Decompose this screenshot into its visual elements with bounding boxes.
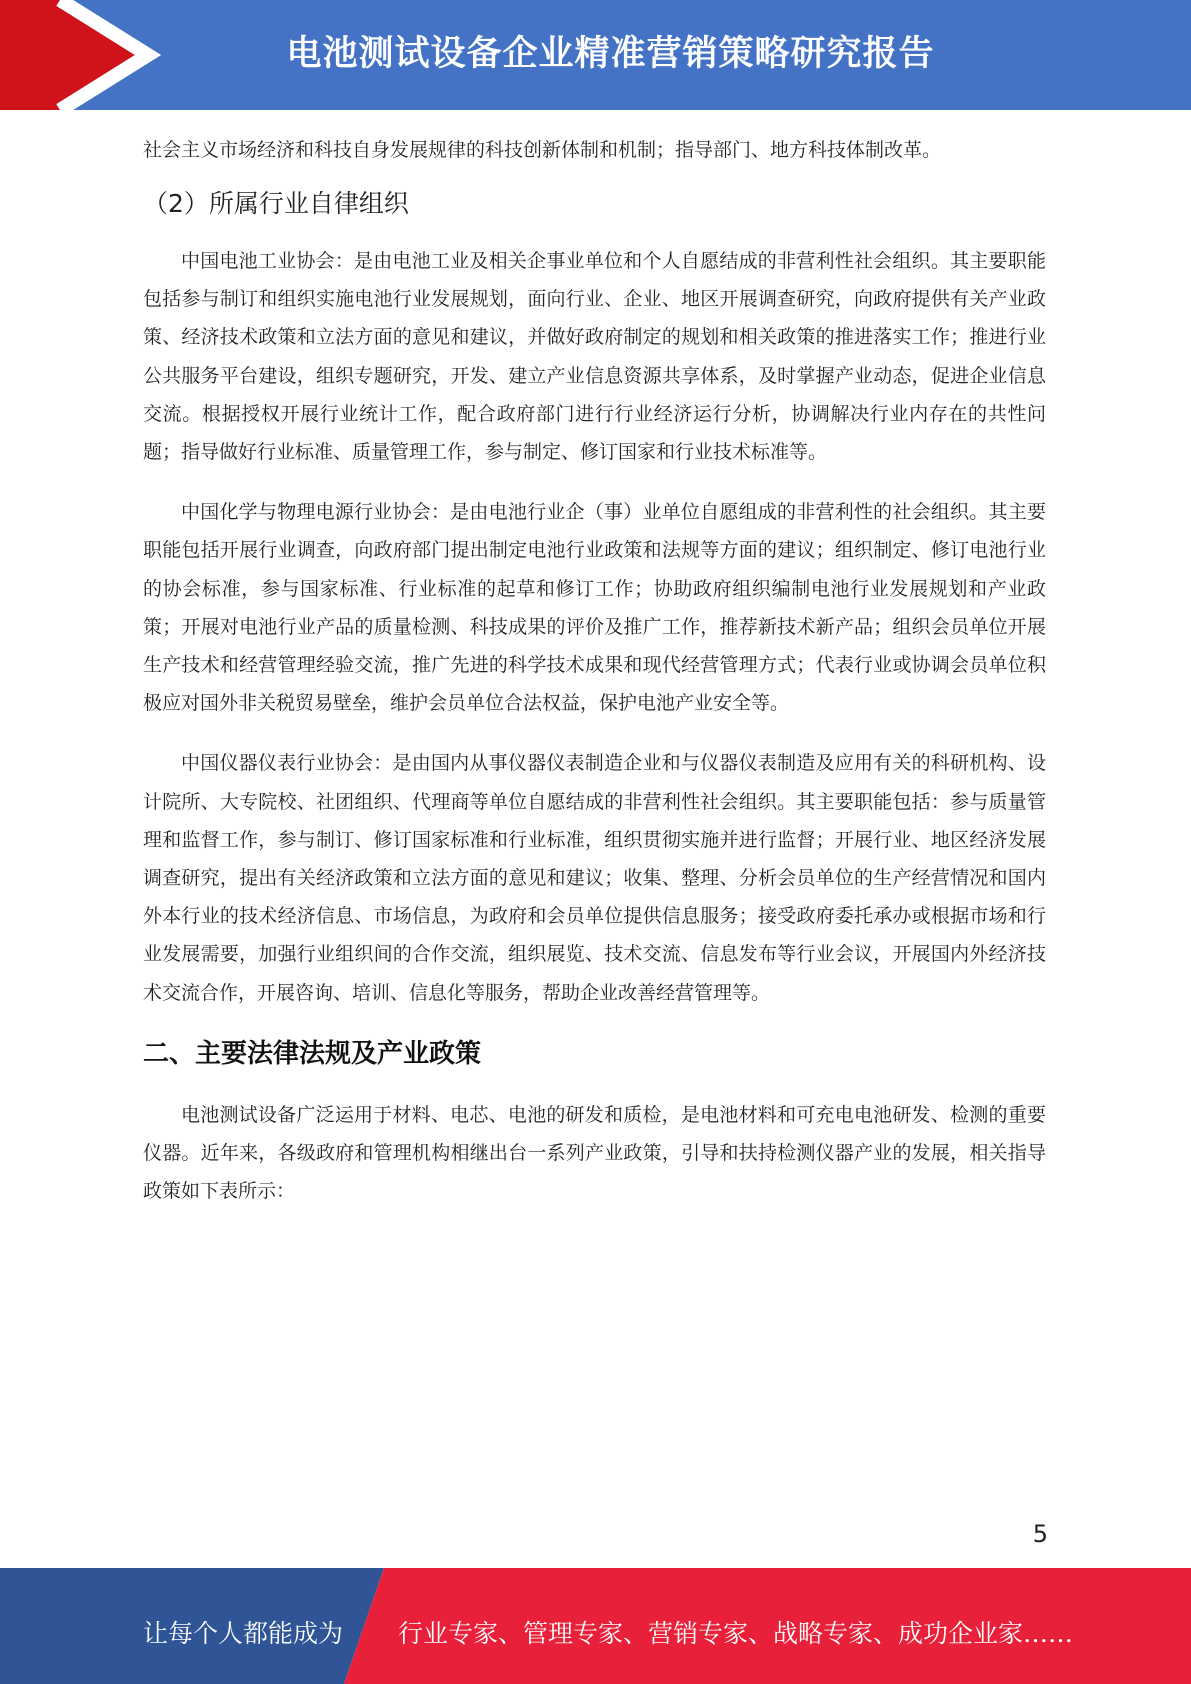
paragraph-instrument-association: 中国仪器仪表行业协会：是由国内从事仪器仪表制造企业和与仪器仪表制造及应用有关的科研机构、设计院所、大专院校、社团组织、代理商等单位自愿结成的非营利性社会组织。其主要职能包括：参与质量管理和监督工作，参与制订、修订国家标准和行业标准，组织贯彻实施并进行监督；开展行业、地区经济发展调查研究，提出有关经济政策和立法方面的意见和建议；收集、整理、分析会员单位的生产经营情况和国内外本行业的技术经济信息、市场信息，为政府和会员单位提供信息服务；接受政府委托承办或根据市场和行业发展需要，加强行业组织间的合作交流，组织展览、技术交流、信息发布等行业会议，开展国内外经济技术交流合作，开展咨询、培训、信息化等服务，帮助企业改善经营管理等。 [143, 752, 1046, 1004]
paragraph-power-source-association: 中国化学与物理电源行业协会：是由电池行业企（事）业单位自愿组成的非营利性的社会组织。其主要职能包括开展行业调查，向政府部门提出制定电池行业政策和法规等方面的建议；组织制定、修订电池行业的协会标准，参与国家标准、行业标准的起草和修订工作；协助政府组织编制电池行业发展规划和产业政策；开展对电池行业产品的质量检测、科技成果的评价及推广工作，推荐新技术新产品；组织会员单位开展生产技术和经营管理经验交流，推广先进的科学技术成果和现代经营管理方式；代表行业或协调会员单位积极应对国外非关税贸易壁垒，维护会员单位合法权益，保护电池产业安全等。 [143, 501, 1046, 715]
footer-banner [0, 1568, 1191, 1684]
header-bar [0, 0, 1191, 110]
continued-text: 社会主义市场经济和科技自身发展规律的科技创新体制和机制；指导部门、地方科技体制改革。 [143, 139, 942, 161]
footer-slogan-left: 让每个人都能成为 [143, 1619, 344, 1648]
document-body [143, 130, 1046, 1232]
footer-slogan-right: 行业专家、管理专家、营销专家、战略专家、成功企业家…… [398, 1619, 1074, 1648]
paragraph-battery-association: 中国电池工业协会：是由电池工业及相关企事业单位和个人自愿结成的非营利性社会组织。其主要职能包括参与制订和组织实施电池行业发展规划，面向行业、企业、地区开展调查研究，向政府提供有关产业政策、经济技术政策和立法方面的意见和建议，并做好政府制定的规划和相关政策的推进落实工作；推进行业公共服务平台建设，组织专题研究，开发、建立产业信息资源共享体系，及时掌握产业动态，促进企业信息交流。根据授权开展行业统计工作，配合政府部门进行行业经济运行分析，协调解决行业内存在的共性问题；指导做好行业标准、质量管理工作，参与制定、修订国家和行业技术标准等。 [143, 250, 1046, 464]
report-title: 电池测试设备企业精准营销策略研究报告 [286, 34, 935, 74]
subsection-heading: （2）所属行业自律组织 [143, 189, 409, 218]
paragraph-policy-intro: 电池测试设备广泛运用于材料、电芯、电池的研发和质检，是电池材料和可充电电池研发、检测的重要仪器。近年来，各级政府和管理机构相继出台一系列产业政策，引导和扶持检测仪器产业的发展，相关指导政策如下表所示： [143, 1103, 1046, 1203]
section-heading: 二、主要法律法规及产业政策 [143, 1038, 482, 1069]
page-number: 5 [1032, 1520, 1048, 1548]
